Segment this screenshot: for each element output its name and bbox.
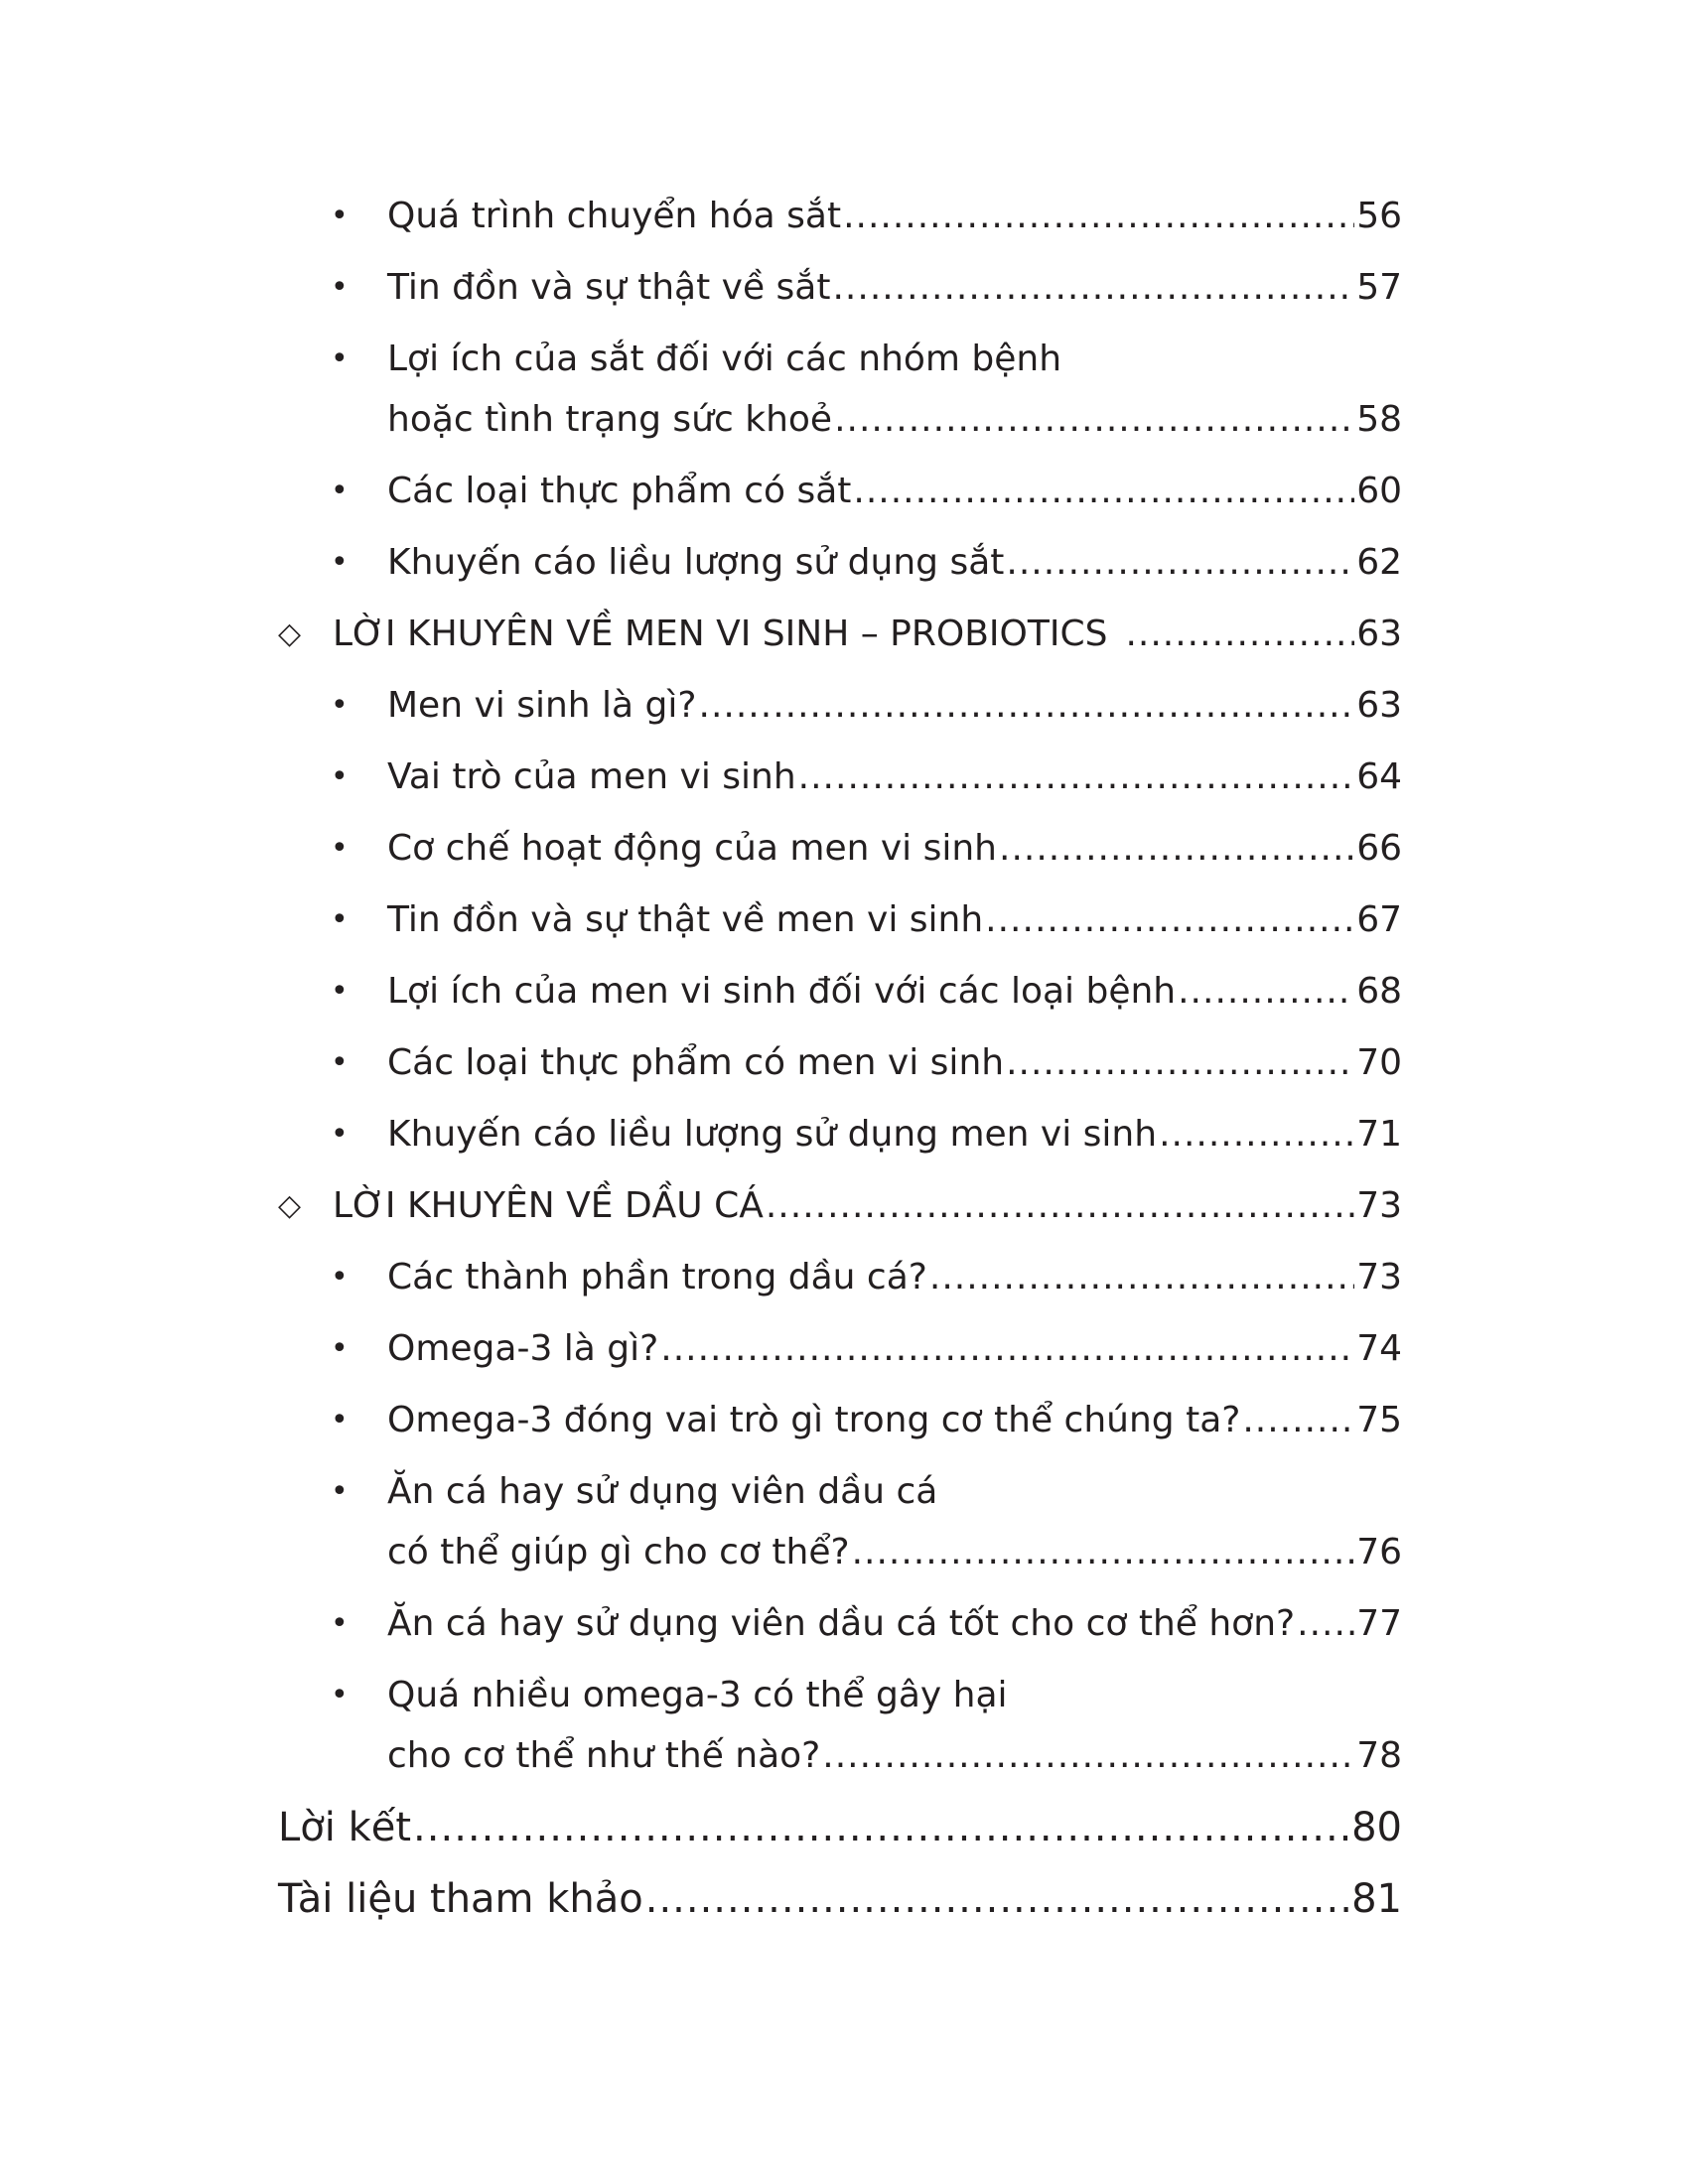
toc-page-number: 75 <box>1356 1400 1402 1440</box>
dot-leader <box>1006 533 1354 593</box>
toc-page-number: 67 <box>1356 899 1402 940</box>
bullet-icon: • <box>331 1260 349 1295</box>
toc-entry-title: Khuyến cáo liều lượng sử dụng sắt <box>387 542 1005 583</box>
toc-page-number: 57 <box>1356 267 1402 308</box>
toc-line <box>387 462 1402 521</box>
dot-leader <box>853 462 1354 521</box>
toc-section-title: LỜI KHUYÊN VỀ DẦU CÁ <box>333 1185 764 1226</box>
dot-leader <box>843 187 1354 246</box>
dot-leader <box>1297 1594 1354 1654</box>
toc-line <box>333 1176 1402 1236</box>
dot-leader <box>660 1319 1354 1379</box>
toc-line <box>387 1391 1402 1450</box>
toc-page-number: 60 <box>1356 471 1402 511</box>
dot-leader <box>1125 605 1354 664</box>
toc-entry-title-line1: Ăn cá hay sử dụng viên dầu cá <box>387 1471 938 1512</box>
toc-section-title: LỜI KHUYÊN VỀ MEN VI SINH – PROBIOTICS <box>333 614 1108 654</box>
toc-page-number: 66 <box>1356 828 1402 869</box>
toc-page-number: 80 <box>1351 1805 1402 1850</box>
bullet-icon: • <box>331 1117 349 1152</box>
bullet-icon: • <box>331 688 349 723</box>
toc-line <box>387 1319 1402 1379</box>
toc-page-number: 73 <box>1356 1257 1402 1297</box>
dot-leader <box>832 258 1354 318</box>
toc-line <box>387 1105 1402 1164</box>
dot-leader <box>985 890 1354 950</box>
dot-leader <box>852 1523 1355 1582</box>
bullet-icon: • <box>331 1331 349 1366</box>
toc-entry-title: hoặc tình trạng sức khoẻ <box>387 399 833 440</box>
bullet-icon: • <box>331 974 349 1009</box>
toc-line <box>387 1726 1402 1786</box>
toc-line <box>333 605 1402 664</box>
toc-entry-title: Khuyến cáo liều lượng sử dụng men vi sinh <box>387 1114 1158 1155</box>
toc-chapter-title: Tài liệu tham khảo <box>278 1876 643 1922</box>
bullet-icon: • <box>331 1474 349 1509</box>
toc-line <box>278 1869 1402 1929</box>
toc-entry-title: Quá trình chuyển hóa sắt <box>387 196 842 236</box>
dot-leader <box>1159 1105 1354 1164</box>
bullet-icon: • <box>331 199 349 233</box>
dot-leader <box>699 676 1355 736</box>
dot-leader <box>1242 1391 1354 1450</box>
toc-page-number: 76 <box>1356 1532 1402 1572</box>
toc-line <box>387 890 1402 950</box>
toc-entry-title: Vai trò của men vi sinh <box>387 756 796 797</box>
dot-leader <box>645 1869 1349 1929</box>
toc-entry-title: Men vi sinh là gì? <box>387 685 697 726</box>
toc-page-number: 71 <box>1356 1114 1402 1155</box>
bullet-icon: • <box>331 759 349 794</box>
toc-line <box>387 533 1402 593</box>
bullet-icon: • <box>331 902 349 937</box>
bullet-icon: • <box>331 341 349 376</box>
dot-leader <box>999 819 1354 879</box>
toc-page-number: 63 <box>1356 614 1402 654</box>
toc-entry-title: Omega-3 đóng vai trò gì trong cơ thể chúng ta? <box>387 1400 1241 1440</box>
toc-page-number: 73 <box>1356 1185 1402 1226</box>
dot-leader <box>822 1726 1354 1786</box>
diamond-icon: ◇ <box>278 616 302 651</box>
toc-entry-title: Tin đồn và sự thật về sắt <box>387 267 831 308</box>
toc-page-number: 81 <box>1351 1876 1402 1922</box>
toc-entry-title: cho cơ thể như thế nào? <box>387 1735 821 1776</box>
toc-page-number: 63 <box>1356 685 1402 726</box>
dot-leader <box>929 1248 1354 1307</box>
toc-entry-title: Các loại thực phẩm có men vi sinh <box>387 1042 1005 1083</box>
toc-entry-title: Ăn cá hay sử dụng viên dầu cá tốt cho cơ thể hơn? <box>387 1603 1296 1644</box>
bullet-icon: • <box>331 1403 349 1437</box>
toc-page-number: 77 <box>1356 1603 1402 1644</box>
toc-entry-title: Omega-3 là gì? <box>387 1328 659 1369</box>
toc-line <box>278 1798 1402 1857</box>
toc-page-number: 68 <box>1356 971 1402 1012</box>
diamond-icon: ◇ <box>278 1188 302 1223</box>
toc-entry-title: Cơ chế hoạt động của men vi sinh <box>387 828 997 869</box>
toc-entry-title: Lợi ích của men vi sinh đối với các loại bệnh <box>387 971 1177 1012</box>
dot-leader <box>413 1798 1349 1857</box>
bullet-icon: • <box>331 1606 349 1641</box>
toc-entry-title: có thể giúp gì cho cơ thể? <box>387 1532 850 1572</box>
toc-page-number: 78 <box>1356 1735 1402 1776</box>
bullet-icon: • <box>331 1678 349 1712</box>
dot-leader <box>766 1176 1354 1236</box>
toc-entry-title: Tin đồn và sự thật về men vi sinh <box>387 899 984 940</box>
toc-page-number: 62 <box>1356 542 1402 583</box>
toc-line <box>387 1523 1402 1582</box>
toc-entry-title: Các loại thực phẩm có sắt <box>387 471 852 511</box>
toc-line <box>387 676 1402 736</box>
bullet-icon: • <box>331 474 349 508</box>
dot-leader <box>834 390 1354 450</box>
toc-line <box>387 748 1402 807</box>
toc-page-number: 58 <box>1356 399 1402 440</box>
dot-leader <box>1006 1033 1354 1093</box>
toc-entry-title: Các thành phần trong dầu cá? <box>387 1257 927 1297</box>
dot-leader <box>798 748 1355 807</box>
toc-page-number: 74 <box>1356 1328 1402 1369</box>
toc-line <box>387 258 1402 318</box>
toc-page-number: 64 <box>1356 756 1402 797</box>
toc-entry-title-line1: Quá nhiều omega-3 có thể gây hại <box>387 1675 1008 1715</box>
toc-line <box>387 1594 1402 1654</box>
toc-line <box>387 187 1402 246</box>
toc-line <box>387 819 1402 879</box>
bullet-icon: • <box>331 831 349 866</box>
toc-chapter-title: Lời kết <box>278 1805 412 1850</box>
toc-line <box>387 962 1402 1022</box>
bullet-icon: • <box>331 545 349 580</box>
toc-line <box>387 1248 1402 1307</box>
toc-line <box>387 390 1402 450</box>
toc-line <box>387 1033 1402 1093</box>
bullet-icon: • <box>331 270 349 305</box>
toc-entry-title-line1: Lợi ích của sắt đối với các nhóm bệnh <box>387 339 1062 379</box>
bullet-icon: • <box>331 1045 349 1080</box>
toc-page-number: 56 <box>1356 196 1402 236</box>
toc-page-number: 70 <box>1356 1042 1402 1083</box>
dot-leader <box>1178 962 1354 1022</box>
